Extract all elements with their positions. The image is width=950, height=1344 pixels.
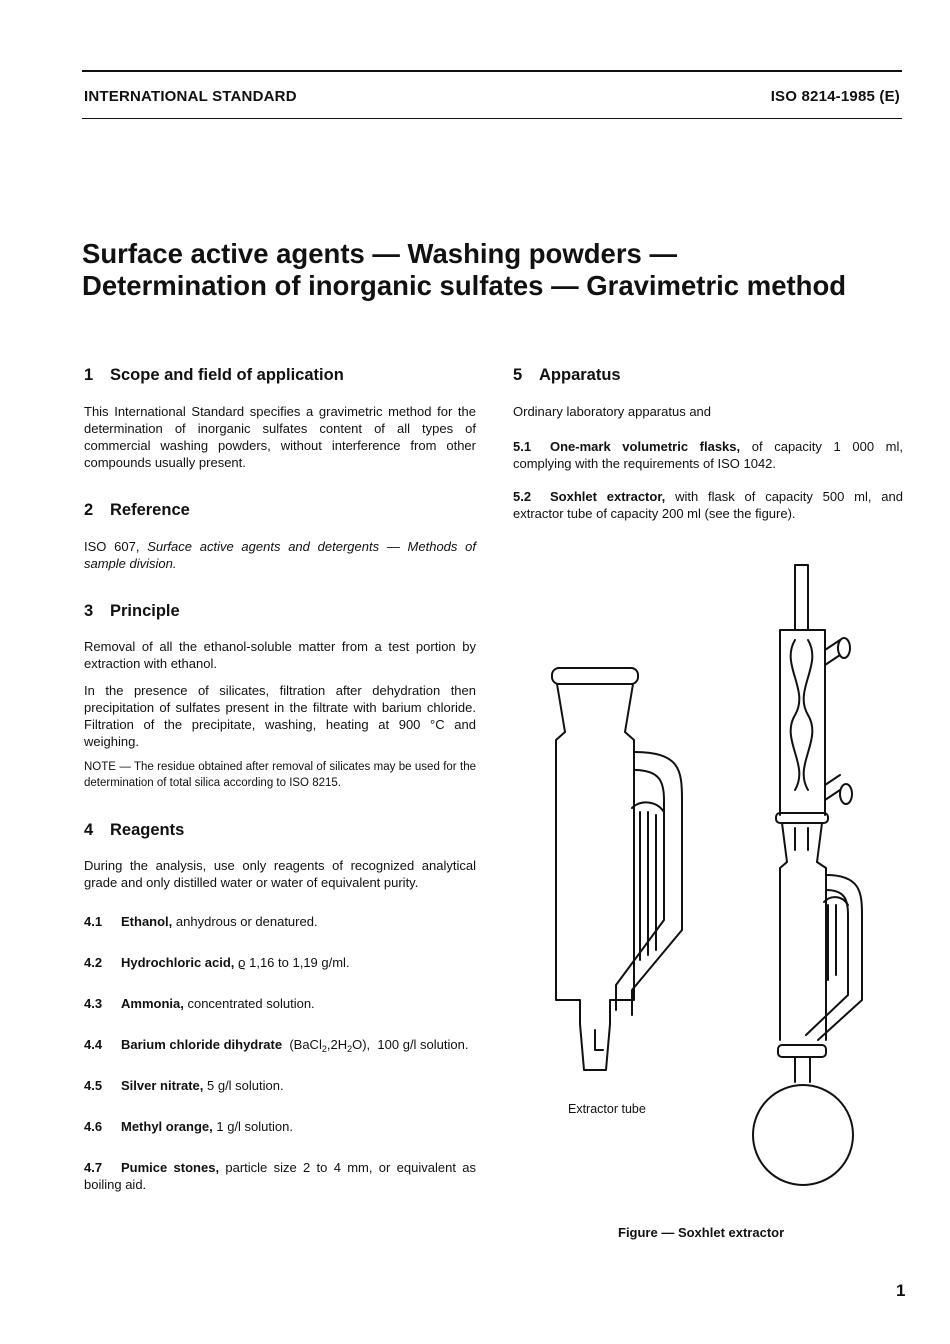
header-bottom-rule — [82, 118, 902, 119]
section-apparatus — [513, 366, 903, 522]
apparatus-intro: Ordinary laboratory apparatus and — [513, 404, 712, 419]
right-column — [513, 366, 903, 522]
scope-text: This International Standard specifies a gravimetric method for the determination of inorganic sulfates content of all types of commercial washing powders, without interference from other compounds usually present. — [84, 404, 476, 470]
reagent-item: 4.7 Pumice stones, particle size 2 to 4 mm, or equivalent as boiling aid. — [84, 1160, 476, 1192]
principle-note: NOTE — The residue obtained after removal of silicates may be used for the determination of total silica according to ISO 8215. — [84, 761, 476, 789]
extractor-tube-drawing — [552, 668, 682, 1070]
siphon-arm — [824, 897, 848, 980]
reagent-item: 4.6 Methyl orange, 1 g/l solution. — [84, 1119, 293, 1134]
lower-joint-rim — [778, 1045, 826, 1057]
figure-caption: Figure — Soxhlet extractor — [618, 1225, 785, 1240]
round-bottom-flask — [753, 1085, 853, 1185]
section-principle — [84, 602, 476, 791]
condenser-jacket — [780, 630, 825, 815]
title-line-2: Determination of inorganic sulfates — Gravimetric method — [82, 270, 847, 301]
siphon-tube — [632, 802, 664, 960]
section-heading: 5 Apparatus — [513, 366, 621, 384]
figure-sublabel: Extractor tube — [568, 1102, 646, 1116]
section-scope — [84, 366, 476, 471]
flask-neck — [795, 1057, 810, 1082]
reagent-item: 4.2 Hydrochloric acid, ϱ 1,16 to 1,19 g/ml. — [84, 955, 350, 970]
vapour-arm-outer — [818, 875, 862, 1040]
ground-joint-rim — [552, 668, 638, 684]
section-reference — [84, 501, 476, 572]
water-outlet-nozzle — [838, 638, 850, 658]
section-heading: 3 Principle — [84, 602, 180, 620]
left-column — [84, 366, 476, 1193]
ground-joint-socket — [557, 684, 633, 732]
principle-paragraph: In the presence of silicates, filtration after dehydration then precipitation of sulfates present in the filtrate with barium chloride. Filtration of the precipitate, washing, heating at 900 °C and weighing. — [84, 683, 476, 749]
joint-drip — [595, 1030, 603, 1050]
header-right: ISO 8214-1985 (E) — [770, 88, 900, 105]
extractor-body — [556, 732, 634, 1024]
reagent-item: 4.3 Ammonia, concentrated solution. — [84, 996, 315, 1011]
water-inlet — [825, 775, 840, 800]
apparatus-item: 5.1 One-mark volumetric flasks, of capacity 1 000 ml, complying with the requirements of ISO 1042. — [513, 439, 903, 471]
water-inlet-nozzle — [840, 784, 852, 804]
section-reagents — [84, 821, 476, 1193]
reference-text: ISO 607, Surface active agents and detergents — Methods of sample division. — [84, 539, 477, 571]
upper-joint — [782, 823, 822, 862]
principle-paragraph: Removal of all the ethanol-soluble matter from a test portion by extraction with ethanol. — [84, 639, 476, 671]
section-heading: 4 Reagents — [84, 821, 185, 839]
document-title — [82, 238, 912, 302]
apparatus-item: 5.2 Soxhlet extractor, with flask of capacity 500 ml, and extractor tube of capacity 200 ml (see the figure). — [513, 489, 903, 521]
condenser-coil — [791, 640, 813, 790]
soxhlet-body — [780, 862, 826, 1040]
reagent-item: 4.1 Ethanol, anhydrous or denatured. — [84, 914, 318, 929]
title-line-1: Surface active agents — Washing powders — — [82, 238, 677, 269]
condenser-top-tube — [795, 565, 808, 630]
header-left: INTERNATIONAL STANDARD — [84, 88, 297, 105]
upper-joint-rim — [776, 813, 828, 823]
page-number: 1 — [896, 1281, 906, 1300]
soxhlet-assembly-drawing — [753, 565, 862, 1185]
reagent-item: 4.4 Barium chloride dihydrate $(BaCl_2,2H_2O)$, 100 g/l solution. — [84, 1037, 469, 1054]
section-heading: 2 Reference — [84, 501, 190, 519]
header-top-rule — [82, 70, 902, 72]
reagents-intro: During the analysis, use only reagents of recognized analytical grade and only distilled water or water of equivalent purity. — [84, 858, 476, 890]
section-heading: 1 Scope and field of application — [84, 366, 344, 384]
reagent-item: 4.5 Silver nitrate, 5 g/l solution. — [84, 1078, 284, 1093]
